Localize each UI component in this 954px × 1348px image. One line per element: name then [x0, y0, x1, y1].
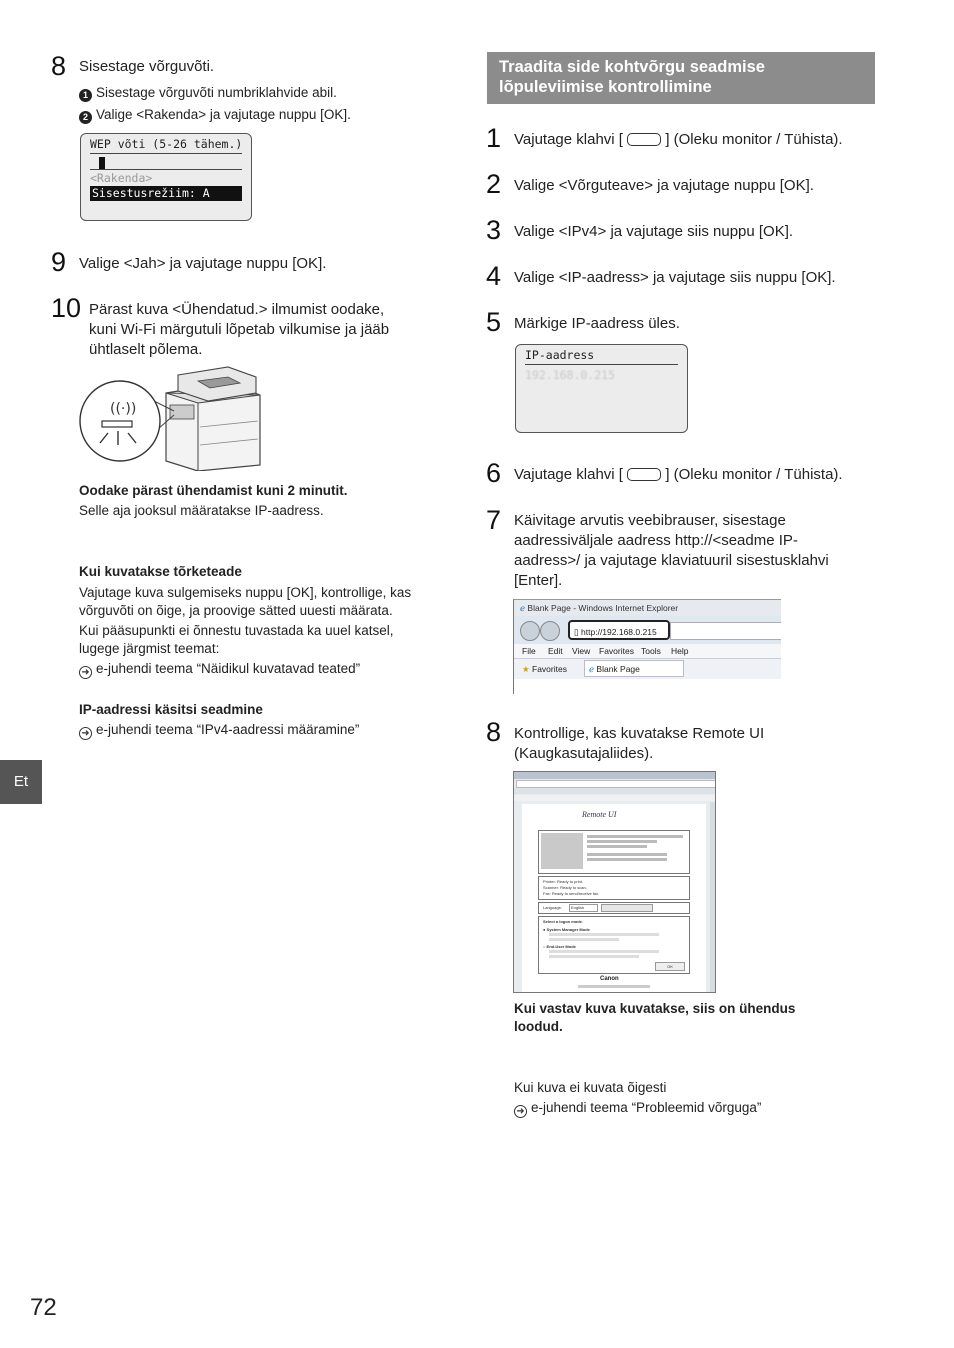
menu-view[interactable]: View	[572, 646, 591, 656]
logon-heading: Select a logon mode.	[543, 919, 584, 924]
error-line-4: lugege järgmist teemat:	[79, 641, 220, 656]
menu-tools[interactable]: Tools	[641, 646, 661, 656]
error-reference-text: e-juhendi teema “Näidikul kuvatavad teated”	[96, 661, 361, 676]
fail-reference-text: e-juhendi teema “Probleemid võrguga”	[531, 1100, 762, 1115]
language-box	[538, 902, 690, 914]
wait-note-bold: Oodake pärast ühendamist kuni 2 minutit.	[79, 483, 348, 498]
ip-manual-heading: IP-aadressi käsitsi seadmine	[79, 702, 263, 717]
sub-number-2: 2	[79, 111, 92, 124]
browser-title: Blank Page - Windows Internet Explorer	[527, 603, 679, 613]
step-r7-line-4: [Enter].	[514, 572, 563, 589]
device-image	[541, 833, 583, 869]
ip-reference-text: e-juhendi teema “IPv4-aadressi määramine”	[96, 722, 360, 737]
printer-wifi-illustration	[78, 365, 264, 471]
remote-ui-favbar	[514, 788, 716, 794]
ie-icon: ℯ	[589, 664, 595, 674]
step-10-line-1: Pärast kuva <Ühendatud.> ilmumist oodake,	[89, 301, 385, 318]
error-heading: Kui kuvatakse tõrketeade	[79, 564, 242, 579]
change-language-button[interactable]	[601, 904, 653, 912]
arrow-right-icon: ➜	[79, 666, 92, 679]
error-line-1: Vajutage kuva sulgemiseks nuppu [OK], kontrollige, kas	[79, 585, 412, 600]
printer-status: Ready to print.	[557, 879, 584, 884]
sub-number-1: 1	[79, 89, 92, 102]
fax-label: Fax:	[543, 891, 551, 896]
remote-ui-addressbar	[516, 780, 716, 788]
fax-status-row	[543, 891, 599, 896]
step-r6-number: 6	[486, 458, 502, 488]
system-manager-option[interactable]: ● System Manager Mode	[543, 927, 590, 932]
page-icon: ▯	[574, 627, 582, 637]
remote-ui-page	[522, 804, 706, 992]
address-value: http://192.168.0.215	[581, 627, 657, 637]
scanner-label: Scanner:	[543, 885, 560, 890]
step-10-line-2: kuni Wi-Fi märgutuli lõpetab vilkumise ja jääb	[89, 321, 390, 338]
step-10-line-3: ühtlaselt põlema.	[89, 341, 203, 358]
sub-2-text: Valige <Rakenda> ja vajutage nuppu [OK].	[96, 107, 351, 122]
fail-reference-link[interactable]	[514, 1098, 761, 1118]
favorites-button[interactable]	[522, 659, 567, 679]
browser-title-bar	[514, 600, 781, 616]
status-box	[538, 876, 690, 900]
remote-ui-titlebar	[514, 772, 716, 779]
step-8-sub-1	[79, 83, 337, 102]
wep-key-lcd	[80, 133, 252, 221]
page-number: 72	[30, 1294, 57, 1321]
step-r6-pre: Vajutage klahvi [	[514, 466, 623, 483]
step-r3-text: Valige <IPv4> ja vajutage siis nuppu [OK].	[514, 223, 794, 240]
end-user-label: End-User Mode	[546, 944, 576, 949]
wait-note-text: Selle aja jooksul määratakse IP-aadress.	[79, 503, 324, 518]
step-r2-number: 2	[486, 169, 502, 199]
language-label: Language:	[543, 905, 562, 910]
section-header-line-2: lõpuleviimise kontrollimine	[499, 78, 712, 96]
error-line-2: võrguvõti on õige, ja proovige sätted uuesti määrata.	[79, 603, 393, 618]
remote-ui-scrollbar[interactable]	[710, 802, 715, 992]
fail-heading: Kui kuva ei kuvata õigesti	[514, 1080, 667, 1095]
step-r7-line-3: aadress>/ ja vajutage klaviatuuril sisestusklahvi	[514, 552, 829, 569]
step-r1-post: ] (Oleku monitor / Tühista).	[665, 131, 843, 148]
end-user-option[interactable]: ○ End-User Mode	[543, 944, 576, 949]
status-monitor-key-icon	[627, 468, 661, 481]
step-r8-number: 8	[486, 717, 502, 747]
step-r3-number: 3	[486, 215, 502, 245]
device-info-box	[538, 830, 690, 874]
remote-ui-logo: Remote UI	[582, 810, 617, 819]
success-line-2: loodud.	[514, 1019, 563, 1034]
step-r6-post: ] (Oleku monitor / Tühista).	[665, 466, 843, 483]
step-8-sub-2	[79, 105, 351, 124]
section-header-line-1: Traadita side kohtvõrgu seadmise	[499, 58, 765, 76]
menu-edit[interactable]: Edit	[548, 646, 563, 656]
step-r5-number: 5	[486, 307, 502, 337]
address-bar-extension	[670, 622, 781, 640]
remote-ui-screenshot	[513, 771, 716, 993]
browser-content	[514, 679, 781, 694]
step-r1-number: 1	[486, 123, 502, 153]
canon-logo: Canon	[600, 976, 619, 982]
step-9-number: 9	[51, 247, 67, 277]
menu-file[interactable]: File	[522, 646, 536, 656]
step-8-number: 8	[51, 51, 67, 81]
browser-screenshot	[513, 599, 781, 694]
address-bar[interactable]	[568, 620, 670, 640]
tab-label: Blank Page	[596, 664, 640, 674]
step-r7-line-1: Käivitage arvutis veebibrauser, sisestage	[514, 512, 786, 529]
step-r5-text: Märkige IP-aadress üles.	[514, 315, 680, 332]
fax-status: Ready to send/receive fax.	[551, 891, 600, 896]
step-r1-pre: Vajutage klahvi [	[514, 131, 623, 148]
ip-address-lcd	[515, 344, 688, 433]
remote-ui-toolbar	[514, 795, 716, 801]
step-r8-line-2: (Kaugkasutajaliides).	[514, 745, 654, 762]
lcd-ip-title: IP-aadress	[525, 347, 678, 365]
svg-text:((·)): ((·))	[110, 401, 137, 417]
step-r4-number: 4	[486, 261, 502, 291]
lcd-apply-option: <Rakenda>	[90, 169, 242, 187]
scanner-status-row	[543, 885, 587, 890]
remote-ui-ok-button[interactable]: OK	[655, 962, 685, 971]
step-r7-line-2: aadressiväljale aadress http://<seadme IP-	[514, 532, 798, 549]
favorites-label: Favorites	[532, 664, 567, 674]
star-icon: ★	[522, 664, 530, 674]
section-header	[487, 52, 875, 104]
language-tab: Et	[0, 760, 42, 804]
sub-1-text: Sisestage võrguvõti numbriklahvide abil.	[96, 85, 337, 100]
success-line-1: Kui vastav kuva kuvatakse, siis on ühendus	[514, 1001, 796, 1016]
menu-favorites[interactable]: Favorites	[599, 646, 634, 656]
printer-label: Printer:	[543, 879, 556, 884]
error-reference-link[interactable]	[79, 659, 360, 679]
favorites-bar	[514, 658, 781, 680]
scanner-status: Ready to scan.	[560, 885, 587, 890]
arrow-right-icon: ➜	[79, 727, 92, 740]
ie-icon: ℯ	[520, 603, 526, 613]
menu-bar	[514, 644, 781, 658]
step-9-text: Valige <Jah> ja vajutage nuppu [OK].	[79, 255, 327, 272]
step-r6-text	[514, 465, 843, 485]
back-button[interactable]	[520, 621, 540, 641]
lcd-ip-value: 192.168.0.215	[525, 368, 616, 382]
logon-box	[538, 916, 690, 974]
step-r7-number: 7	[486, 505, 502, 535]
arrow-right-icon: ➜	[514, 1105, 527, 1118]
status-monitor-key-icon	[627, 133, 661, 146]
ip-reference-link[interactable]	[79, 720, 359, 740]
menu-help[interactable]: Help	[671, 646, 689, 656]
system-manager-label: System Manager Mode	[546, 927, 590, 932]
step-r2-text: Valige <Võrguteave> ja vajutage nuppu [OK].	[514, 177, 814, 194]
printer-status-row	[543, 879, 583, 884]
forward-button[interactable]	[540, 621, 560, 641]
lcd-input-mode: Sisestusrežiim: A	[90, 186, 242, 201]
browser-tab[interactable]	[584, 660, 684, 677]
step-10-number: 10	[51, 293, 82, 323]
language-select[interactable]: English	[569, 904, 598, 912]
step-8-text: Sisestage võrguvõti.	[79, 58, 215, 75]
error-line-3: Kui pääsupunkti ei õnnestu tuvastada ka uuel katsel,	[79, 623, 394, 638]
lcd-title: WEP võti (5-26 tähem.)	[90, 136, 242, 154]
step-r8-line-1: Kontrollige, kas kuvatakse Remote UI	[514, 725, 765, 742]
step-r4-text: Valige <IP-aadress> ja vajutage siis nuppu [OK].	[514, 269, 836, 286]
step-r1-text	[514, 130, 843, 150]
